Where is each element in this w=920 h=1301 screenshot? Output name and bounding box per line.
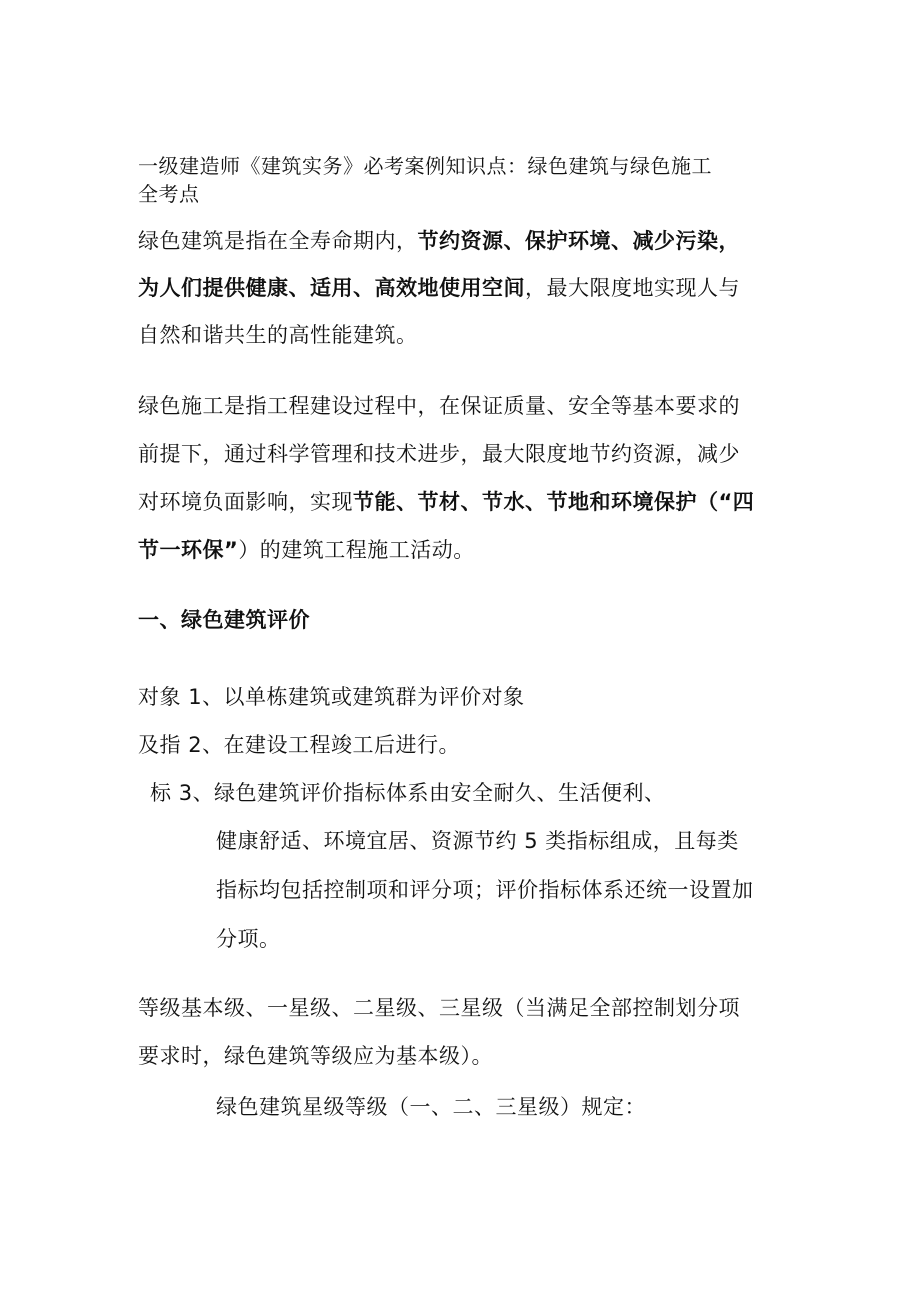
text-run: 自然和谐共生的高性能建筑。 [138, 323, 418, 347]
text-run: 标 [150, 781, 179, 805]
star-rating-heading [216, 1093, 646, 1121]
text-run: 要求时，绿色建筑等级应为基本级）。 [138, 1044, 493, 1068]
text-run: 3 [178, 781, 193, 805]
text-run: ）的建筑工程施工活动。 [238, 538, 475, 562]
text-run: 1 [188, 685, 203, 709]
text-run: 、绿色建筑评价指标体系由安全耐久、生活便利、 [192, 781, 666, 805]
grade-line-2 [138, 1042, 493, 1070]
timing-item [138, 731, 460, 759]
paragraph-2-line-4 [138, 536, 475, 564]
index-item-line-3 [216, 876, 754, 904]
text-run: 、在建设工程竣工后进行。 [202, 733, 461, 757]
section-heading: 一、绿色建筑评价 [138, 608, 310, 632]
text-run: 绿色施工是指工程建设过程中，在保证质量、安全等基本要求的 [138, 394, 740, 418]
bold-text: 节一环保” [138, 538, 239, 562]
paragraph-1-line-1 [138, 227, 740, 255]
text-run: 绿色建筑是指在全寿命期内， [138, 229, 418, 253]
index-item-line-1 [150, 779, 666, 807]
text-run: 2 [188, 733, 203, 757]
text-run: 前提下，通过科学管理和技术进步，最大限度地节约资源，减少 [138, 442, 740, 466]
text-run: ，最大限度地实现人与 [525, 276, 740, 300]
index-item-line-4 [216, 925, 281, 953]
bold-text: 节约资源、保护环境、减少污染， [417, 229, 740, 253]
text-run: 对象 [138, 685, 189, 709]
text-run: 及指 [138, 733, 189, 757]
text-run: 分项。 [216, 927, 281, 951]
doc-title-line-2: 全考点 [138, 182, 200, 206]
text-run: 健康舒适、环境宜居、资源节约 [216, 829, 525, 853]
index-item-line-2 [216, 827, 739, 855]
text-run: 等级基本级、一星级、二星级、三星级（当满足全部控制划分项 [138, 996, 740, 1020]
text-run: 、以单栋建筑或建筑群为评价对象 [202, 685, 525, 709]
bold-text: 节能、节材、节水、节地和环境保护（“四 [353, 490, 755, 514]
object-item [138, 683, 525, 711]
doc-title-line-1: 一级建造师《建筑实务》必考案例知识点：绿色建筑与绿色施工 [138, 154, 712, 178]
paragraph-2-line-1 [138, 392, 740, 420]
grade-line-1 [138, 994, 740, 1022]
text-run: 5 [524, 829, 539, 853]
text-run: 绿色建筑星级等级（一、二、三星级）规定： [216, 1095, 646, 1119]
text-run: 指标均包括控制项和评分项；评价指标体系还统一设置加 [216, 878, 754, 902]
text-run: 类指标组成，且每类 [538, 829, 739, 853]
paragraph-2-line-2 [138, 440, 740, 468]
paragraph-1-line-2 [138, 274, 740, 302]
paragraph-1-line-3 [138, 321, 418, 349]
text-run: 对环境负面影响，实现 [138, 490, 353, 514]
bold-text: 为人们提供健康、适用、高效地使用空间 [138, 276, 525, 300]
paragraph-2-line-3 [138, 488, 754, 516]
